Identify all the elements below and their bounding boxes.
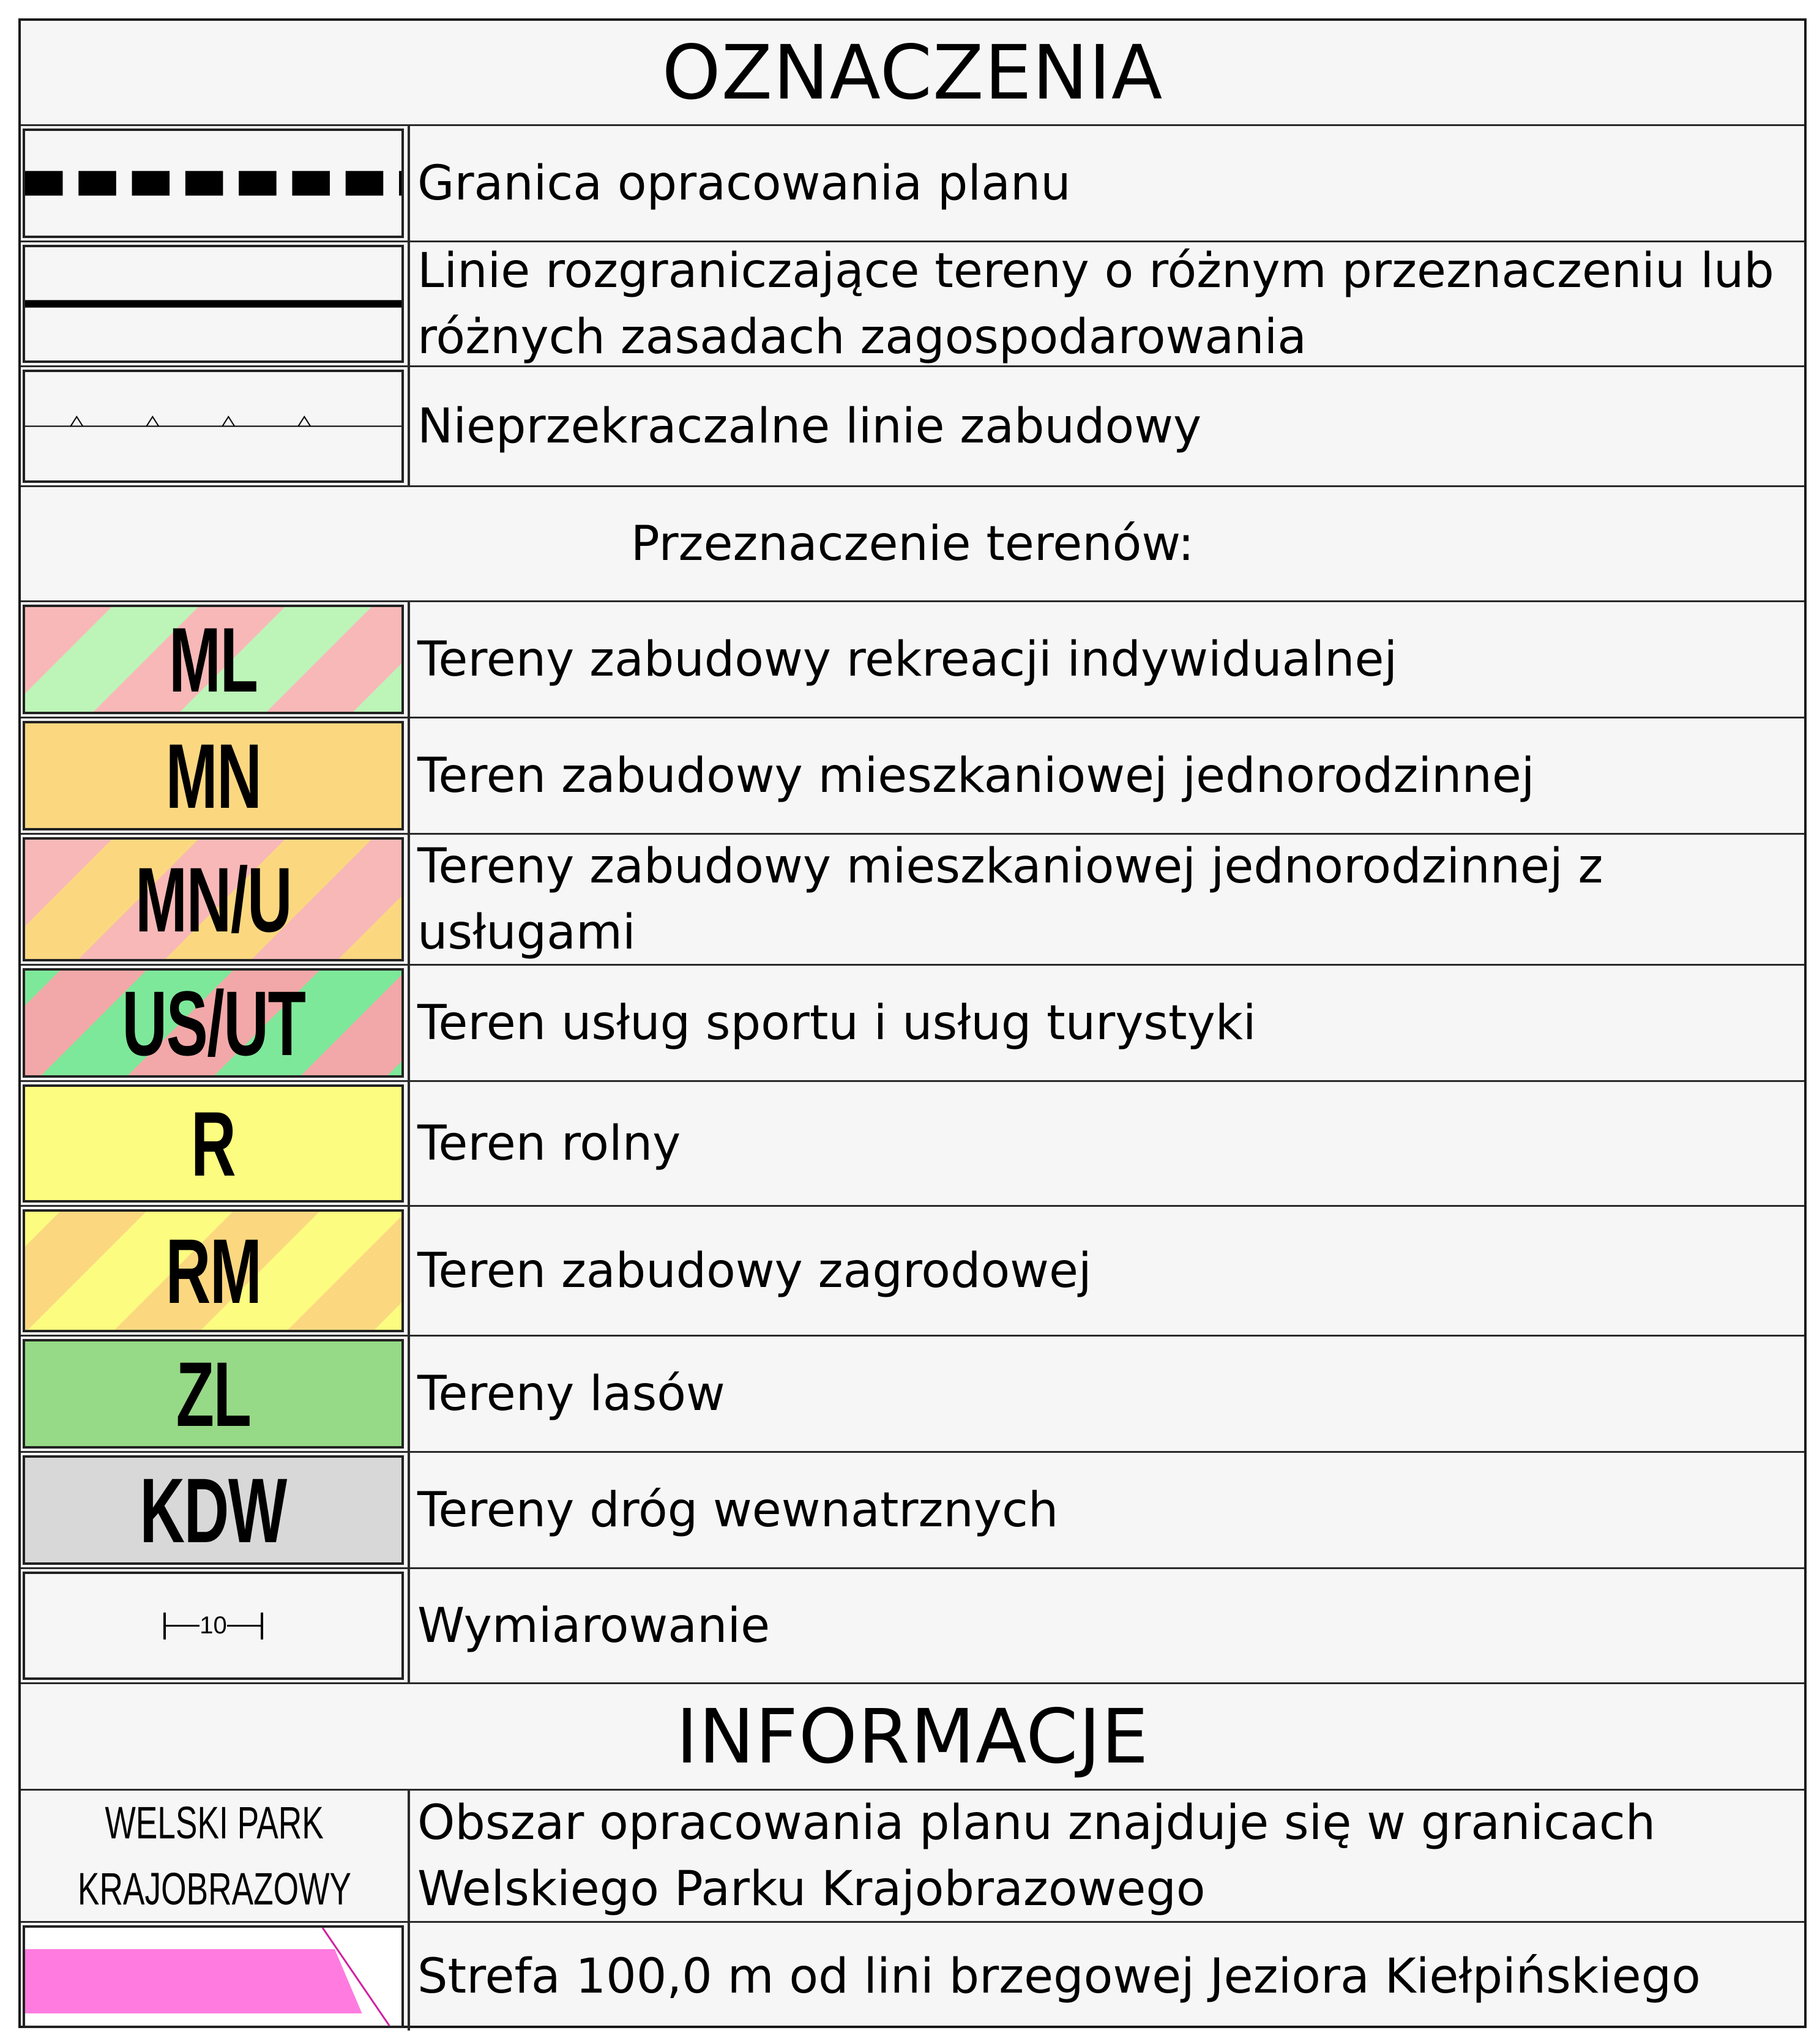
description-line: Obszar opracowania planu znajduje się w granicach bbox=[417, 1795, 1656, 1851]
legend-title bbox=[21, 21, 1804, 126]
description bbox=[417, 835, 1792, 964]
zone-code: ZL bbox=[176, 1342, 251, 1445]
legend-row-plan-boundary bbox=[21, 126, 1804, 242]
zoning-heading bbox=[21, 487, 1804, 602]
description-line: Teren zabudowy mieszkaniowej jednorodzinnej bbox=[417, 748, 1535, 804]
description-line: Tereny zabudowy rekreacji indywidualnej bbox=[417, 632, 1398, 687]
dimension-value: 10 bbox=[200, 1612, 227, 1639]
zone-swatch-rm bbox=[23, 1209, 404, 1332]
swatch-cell bbox=[21, 242, 410, 365]
swatch-cell bbox=[21, 1337, 410, 1451]
zone-code: US/UT bbox=[121, 971, 305, 1075]
zone-swatch-r bbox=[23, 1084, 404, 1203]
dimension-icon bbox=[163, 1612, 263, 1639]
zone-code: ML bbox=[169, 608, 258, 711]
description-line: Welskiego Parku Krajobrazowego bbox=[417, 1861, 1206, 1917]
legend-row-zone bbox=[21, 718, 1804, 835]
description-line: Linie rozgraniczające tereny o różnym przeznaczeniu lub bbox=[417, 243, 1774, 299]
solid-line-icon bbox=[25, 247, 401, 360]
lake-zone-icon bbox=[25, 1928, 401, 2026]
zone-swatch-ml bbox=[23, 605, 404, 714]
description-line: Nieprzekraczalne linie zabudowy bbox=[417, 398, 1202, 454]
park-label-line: KRAJOBRAZOWY bbox=[77, 1863, 351, 1914]
swatch-cell bbox=[21, 1207, 410, 1335]
info-title bbox=[21, 1684, 1804, 1791]
legend-row-park bbox=[21, 1791, 1804, 1923]
legend-row-zone bbox=[21, 966, 1804, 1082]
dashed-line-icon bbox=[25, 131, 401, 236]
description-line: Wymiarowanie bbox=[417, 1598, 770, 1654]
legend-row-zone bbox=[21, 602, 1804, 718]
description-line: Tereny lasów bbox=[417, 1366, 725, 1422]
swatch-cell bbox=[21, 1791, 410, 1921]
legend-row-dimension bbox=[21, 1569, 1804, 1684]
swatch-cell bbox=[21, 126, 410, 241]
description bbox=[417, 242, 1792, 365]
description-line: Teren usług sportu i usług turystyki bbox=[417, 995, 1256, 1051]
swatch-cell bbox=[21, 966, 410, 1080]
building-line-symbol bbox=[23, 370, 404, 483]
description bbox=[417, 966, 1792, 1080]
zone-code: MN/U bbox=[135, 848, 292, 951]
plan-boundary-symbol bbox=[23, 129, 404, 238]
description-line: Strefa 100,0 m od lini brzegowej Jeziora Kiełpińskiego bbox=[417, 1949, 1701, 2004]
legend-row-zone bbox=[21, 1453, 1804, 1569]
legend-row-zone bbox=[21, 1337, 1804, 1453]
description bbox=[417, 1923, 1792, 2031]
lake-zone-symbol bbox=[23, 1925, 404, 2028]
zoning-heading-text: Przeznaczenie terenów: bbox=[630, 516, 1195, 572]
legend-row-zone bbox=[21, 1207, 1804, 1337]
legend-row-zone bbox=[21, 835, 1804, 966]
description-line: usługami bbox=[417, 905, 636, 960]
zone-code: RM bbox=[165, 1219, 261, 1322]
description-line: różnych zasadach zagospodarowania bbox=[417, 309, 1307, 365]
swatch-cell bbox=[21, 367, 410, 485]
description-line: Tereny dróg wewnatrznych bbox=[417, 1482, 1059, 1538]
description bbox=[417, 126, 1792, 241]
zone-code: R bbox=[191, 1092, 236, 1195]
legend-row-demarcation-lines bbox=[21, 242, 1804, 367]
zone-swatch-kdw bbox=[23, 1455, 404, 1565]
description-line: Tereny zabudowy mieszkaniowej jednorodzinnej z bbox=[417, 838, 1603, 894]
description bbox=[417, 1337, 1792, 1451]
legend-row-zone bbox=[21, 1082, 1804, 1207]
legend-table bbox=[18, 18, 1807, 2028]
zone-swatch-mn-u bbox=[23, 837, 404, 961]
swatch-cell bbox=[21, 1453, 410, 1567]
zone-code: MN bbox=[165, 724, 261, 827]
zone-swatch-zl bbox=[23, 1339, 404, 1449]
description bbox=[417, 367, 1792, 485]
description bbox=[417, 602, 1792, 717]
description bbox=[417, 1207, 1792, 1335]
zone-swatch-mn bbox=[23, 721, 404, 830]
dimension-symbol bbox=[23, 1572, 404, 1680]
swatch-cell bbox=[21, 835, 410, 964]
legend-row-building-lines bbox=[21, 367, 1804, 487]
swatch-cell bbox=[21, 1082, 410, 1205]
legend-row-lake-zone bbox=[21, 1923, 1804, 2031]
description bbox=[417, 718, 1792, 833]
zone-swatch-us-ut bbox=[23, 968, 404, 1078]
swatch-cell bbox=[21, 1569, 410, 1682]
building-line-icon bbox=[25, 372, 401, 480]
swatch-cell bbox=[21, 1923, 410, 2031]
legend-title-text: OZNACZENIA bbox=[662, 29, 1163, 116]
description-line: Teren rolny bbox=[417, 1116, 681, 1171]
description-line: Teren zabudowy zagrodowej bbox=[417, 1243, 1092, 1299]
description bbox=[417, 1791, 1792, 1921]
info-title-text: INFORMACJE bbox=[676, 1693, 1149, 1780]
description bbox=[417, 1569, 1792, 1682]
description bbox=[417, 1453, 1792, 1567]
description-line: Granica opracowania planu bbox=[417, 155, 1071, 211]
description bbox=[417, 1082, 1792, 1205]
park-label-line: WELSKI PARK bbox=[105, 1797, 324, 1848]
swatch-cell bbox=[21, 718, 410, 833]
zone-code: KDW bbox=[140, 1458, 287, 1562]
swatch-cell bbox=[21, 602, 410, 717]
park-symbol bbox=[21, 1791, 408, 1921]
demarcation-line-symbol bbox=[23, 245, 404, 363]
